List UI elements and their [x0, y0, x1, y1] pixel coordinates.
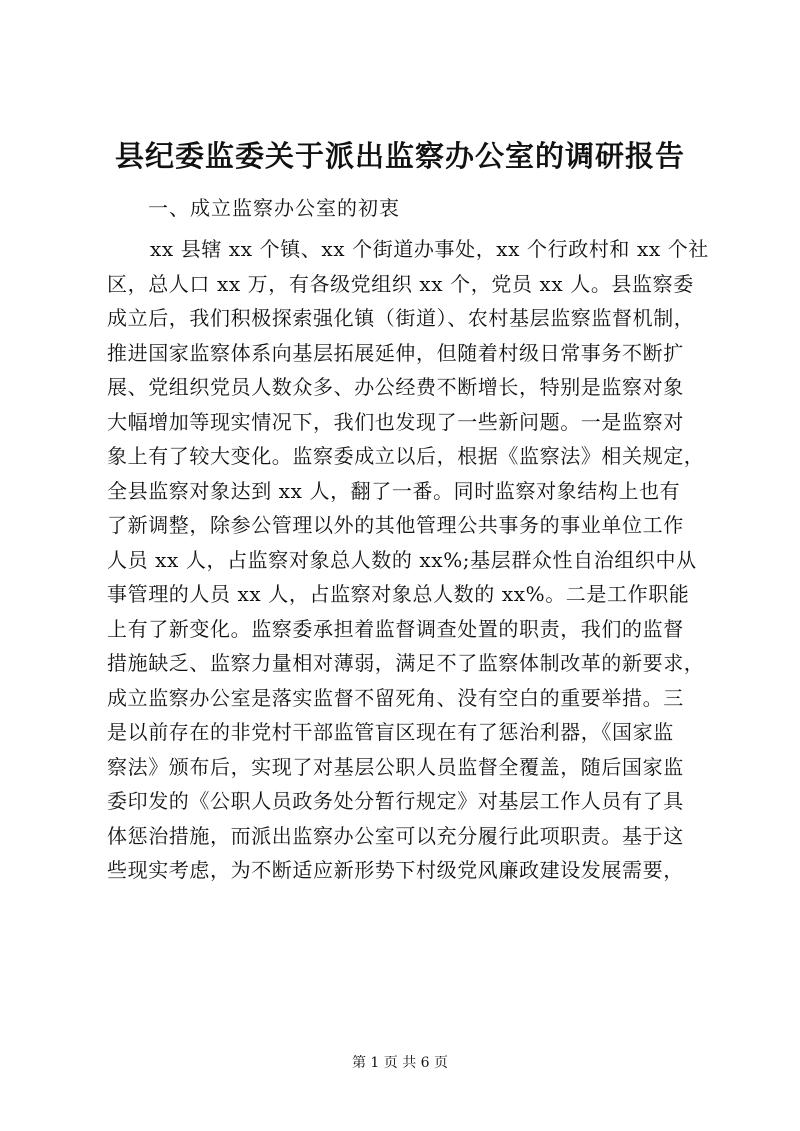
- body-line: 了新调整，除参公管理以外的其他管理公共事务的事业单位工作: [107, 513, 684, 537]
- body-line: 上有了新变化。监察委承担着监督调查处置的职责，我们的监督: [107, 616, 684, 641]
- body-line: 委印发的《公职人员政务处分暂行规定》对基层工作人员有了具: [107, 789, 684, 813]
- body-line: 是以前存在的非党村干部监管盲区现在有了惩治利器，《国家监: [107, 720, 674, 744]
- body-line: 成立监察办公室是落实监督不留死角、没有空白的重要举措。三: [107, 685, 684, 710]
- body-line: 成立后，我们积极探索强化镇（街道）、农村基层监察监督机制，: [107, 306, 695, 330]
- body-line: xx 县辖 xx 个镇、xx 个街道办事处，xx 个行政村和 xx 个社: [150, 237, 709, 261]
- body-line: 体惩治措施，而派出监察办公室可以充分履行此项职责。基于这: [107, 823, 684, 848]
- body-line: 事管理的人员 xx 人，占监察对象总人数的 xx%。二是工作职能: [107, 582, 690, 606]
- body-line: 人员 xx 人，占监察对象总人数的 xx%;基层群众性自治组织中从: [107, 547, 697, 572]
- body-line: 些现实考虑，为不断适应新形势下村级党风廉政建设发展需要，: [107, 858, 684, 882]
- body-line: 察法》颁布后，实现了对基层公职人员监督全覆盖，随后国家监: [107, 754, 684, 779]
- section-heading: 一、成立监察办公室的初衷: [148, 196, 400, 220]
- body-line: 全县监察对象达到 xx 人，翻了一番。同时监察对象结构上也有: [107, 478, 681, 503]
- page-footer: 第 1 页 共 6 页: [351, 1055, 449, 1071]
- body-line: 象上有了较大变化。监察委成立以后，根据《监察法》相关规定，: [107, 444, 705, 468]
- body-line: 展、党组织党员人数众多、办公经费不断增长，特别是监察对象: [107, 375, 684, 399]
- body-text: [107, 232, 707, 888]
- body-line: 大幅增加等现实情况下，我们也发现了一些新问题。一是监察对: [107, 409, 684, 434]
- body-line: 区，总人口 xx 万，有各级党组织 xx 个，党员 xx 人。县监察委: [107, 271, 694, 296]
- body-line: 措施缺乏、监察力量相对薄弱，满足不了监察体制改革的新要求，: [107, 651, 705, 675]
- document-title: 县纪委监委关于派出监察办公室的调研报告: [114, 139, 685, 173]
- body-line: 推进国家监察体系向基层拓展延伸，但随着村级日常事务不断扩: [107, 340, 684, 365]
